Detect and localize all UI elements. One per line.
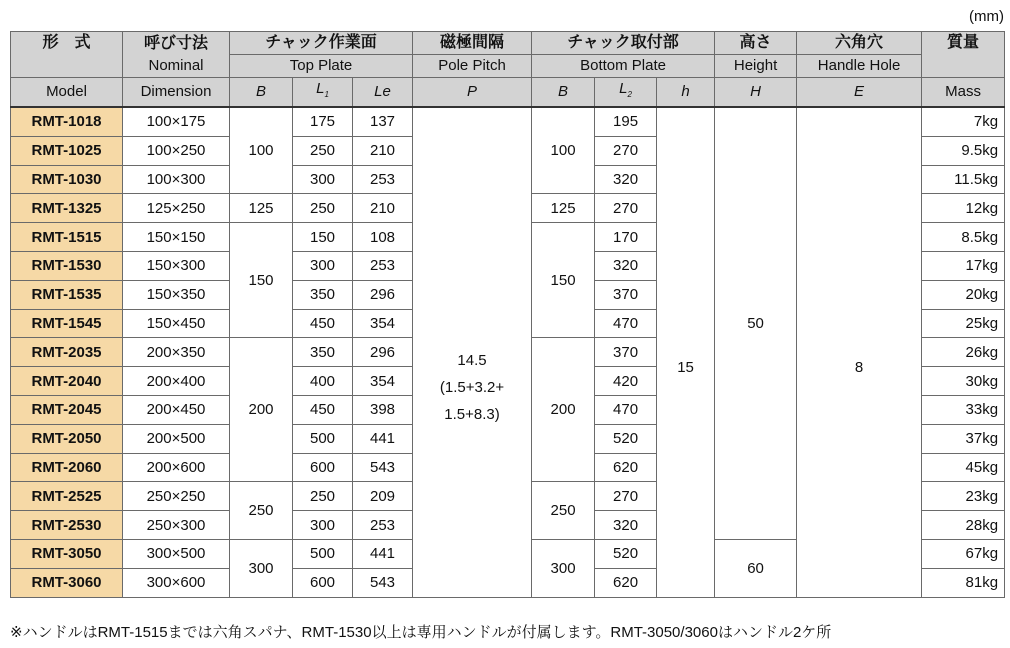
b2-cell: 250 [532, 482, 595, 540]
le-cell: 441 [353, 424, 413, 453]
mass-cell: 23kg [922, 482, 1005, 511]
l2-cell: 270 [595, 194, 657, 223]
hex-cell: 8 [797, 107, 922, 597]
le-cell: 354 [353, 309, 413, 338]
nominal-en2: Dimension [123, 78, 230, 108]
mass-cell: 28kg [922, 511, 1005, 540]
model-cell: RMT-1515 [11, 223, 123, 252]
l1-cell: 450 [293, 395, 353, 424]
le-cell: 137 [353, 107, 413, 136]
b-cell: 200 [230, 338, 293, 482]
model-header-jp: 形 式 [11, 32, 123, 78]
model-cell: RMT-1030 [11, 165, 123, 194]
sym-h: h [657, 78, 715, 108]
nominal-cell: 200×400 [123, 367, 230, 396]
l2-cell: 620 [595, 453, 657, 482]
nominal-cell: 100×300 [123, 165, 230, 194]
le-cell: 354 [353, 367, 413, 396]
le-cell: 441 [353, 539, 413, 568]
model-cell: RMT-1025 [11, 136, 123, 165]
l1-cell: 300 [293, 511, 353, 540]
le-cell: 296 [353, 280, 413, 309]
model-cell: RMT-2060 [11, 453, 123, 482]
l2-cell: 195 [595, 107, 657, 136]
mass-cell: 17kg [922, 251, 1005, 280]
nominal-cell: 150×450 [123, 309, 230, 338]
nominal-cell: 100×250 [123, 136, 230, 165]
mass-cell: 11.5kg [922, 165, 1005, 194]
l2-cell: 370 [595, 280, 657, 309]
nominal-cell: 200×500 [123, 424, 230, 453]
b2-cell: 125 [532, 194, 595, 223]
sym-L1: $L_1$ [293, 78, 353, 108]
mass-cell: 12kg [922, 194, 1005, 223]
mass-header-jp: 質量 [922, 32, 1005, 78]
model-cell: RMT-2035 [11, 338, 123, 367]
height-cell: 60 [715, 539, 797, 597]
model-cell: RMT-1018 [11, 107, 123, 136]
pole-en: Pole Pitch [413, 55, 532, 78]
unit-label: (mm) [969, 8, 1004, 25]
nominal-cell: 200×450 [123, 395, 230, 424]
model-cell: RMT-3050 [11, 539, 123, 568]
mass-cell: 45kg [922, 453, 1005, 482]
mass-cell: 25kg [922, 309, 1005, 338]
le-cell: 108 [353, 223, 413, 252]
nominal-cell: 250×300 [123, 511, 230, 540]
b2-cell: 200 [532, 338, 595, 482]
sym-B: B [230, 78, 293, 108]
model-cell: RMT-1325 [11, 194, 123, 223]
l1-cell: 300 [293, 165, 353, 194]
l1-cell: 150 [293, 223, 353, 252]
nominal-cell: 250×250 [123, 482, 230, 511]
model-cell: RMT-2045 [11, 395, 123, 424]
model-cell: RMT-1535 [11, 280, 123, 309]
sym-P: P [413, 78, 532, 108]
le-cell: 253 [353, 165, 413, 194]
sym-Le: Le [353, 78, 413, 108]
mass-cell: 81kg [922, 568, 1005, 597]
model-cell: RMT-2525 [11, 482, 123, 511]
le-cell: 543 [353, 453, 413, 482]
model-cell: RMT-1530 [11, 251, 123, 280]
l1-cell: 400 [293, 367, 353, 396]
le-cell: 543 [353, 568, 413, 597]
h-cell: 15 [657, 107, 715, 597]
table-row [11, 107, 1005, 136]
le-cell: 296 [353, 338, 413, 367]
b-cell: 250 [230, 482, 293, 540]
nominal-cell: 150×150 [123, 223, 230, 252]
sym-E: E [797, 78, 922, 108]
spec-table [10, 31, 1005, 598]
bottom-plate-en: Bottom Plate [532, 55, 715, 78]
l2-cell: 520 [595, 424, 657, 453]
mass-cell: 67kg [922, 539, 1005, 568]
le-cell: 253 [353, 251, 413, 280]
nominal-cell: 300×500 [123, 539, 230, 568]
le-cell: 398 [353, 395, 413, 424]
sym-L2: $L_2$ [595, 78, 657, 108]
b2-cell: 150 [532, 223, 595, 338]
nominal-cell: 200×600 [123, 453, 230, 482]
model-cell: RMT-2040 [11, 367, 123, 396]
l1-cell: 175 [293, 107, 353, 136]
nominal-cell: 300×600 [123, 568, 230, 597]
l1-cell: 250 [293, 482, 353, 511]
height-header: 高さ [715, 32, 797, 55]
l1-cell: 350 [293, 280, 353, 309]
l1-cell: 500 [293, 424, 353, 453]
hex-header: 六角穴 [797, 32, 922, 55]
mass-cell: 7kg [922, 107, 1005, 136]
hex-en: Handle Hole [797, 55, 922, 78]
l2-cell: 320 [595, 251, 657, 280]
l2-cell: 270 [595, 136, 657, 165]
l1-cell: 250 [293, 194, 353, 223]
mass-cell: 30kg [922, 367, 1005, 396]
nominal-cell: 100×175 [123, 107, 230, 136]
mass-cell: 33kg [922, 395, 1005, 424]
nominal-cell: 125×250 [123, 194, 230, 223]
l1-cell: 250 [293, 136, 353, 165]
nominal-cell: 150×300 [123, 251, 230, 280]
pole-pitch-cell: 14.5 (1.5+3.2+ 1.5+8.3) [413, 107, 532, 597]
l2-cell: 520 [595, 539, 657, 568]
b-cell: 150 [230, 223, 293, 338]
sym-H: H [715, 78, 797, 108]
top-plate-header: チャック作業面 [230, 32, 413, 55]
l2-cell: 370 [595, 338, 657, 367]
l2-cell: 270 [595, 482, 657, 511]
l2-cell: 420 [595, 367, 657, 396]
l2-cell: 620 [595, 568, 657, 597]
le-cell: 210 [353, 194, 413, 223]
l1-cell: 600 [293, 453, 353, 482]
l1-cell: 450 [293, 309, 353, 338]
l1-cell: 500 [293, 539, 353, 568]
l1-cell: 350 [293, 338, 353, 367]
l1-cell: 600 [293, 568, 353, 597]
model-cell: RMT-3060 [11, 568, 123, 597]
mass-cell: 37kg [922, 424, 1005, 453]
b-cell: 125 [230, 194, 293, 223]
mass-header-en: Mass [922, 78, 1005, 108]
height-en: Height [715, 55, 797, 78]
l2-cell: 470 [595, 395, 657, 424]
le-cell: 209 [353, 482, 413, 511]
sym-B2: B [532, 78, 595, 108]
model-cell: RMT-2050 [11, 424, 123, 453]
l2-cell: 470 [595, 309, 657, 338]
b2-cell: 300 [532, 539, 595, 597]
b-cell: 100 [230, 107, 293, 194]
b-cell: 300 [230, 539, 293, 597]
l2-cell: 320 [595, 165, 657, 194]
nominal-cell: 200×350 [123, 338, 230, 367]
le-cell: 253 [353, 511, 413, 540]
mass-cell: 20kg [922, 280, 1005, 309]
footnote: ※ハンドルはRMT-1515までは六角スパナ、RMT-1530以上は専用ハンドルが付属します。RMT-3050/3060はハンドル2ケ所 [10, 624, 832, 641]
l2-cell: 170 [595, 223, 657, 252]
nominal-cell: 150×350 [123, 280, 230, 309]
pole-header: 磁極間隔 [413, 32, 532, 55]
le-cell: 210 [353, 136, 413, 165]
l1-cell: 300 [293, 251, 353, 280]
model-header-en: Model [11, 78, 123, 108]
nominal-header: 呼び寸法 Nominal [123, 32, 230, 78]
top-plate-en: Top Plate [230, 55, 413, 78]
mass-cell: 8.5kg [922, 223, 1005, 252]
mass-cell: 9.5kg [922, 136, 1005, 165]
bottom-plate-header: チャック取付部 [532, 32, 715, 55]
mass-cell: 26kg [922, 338, 1005, 367]
height-cell: 50 [715, 107, 797, 539]
l2-cell: 320 [595, 511, 657, 540]
model-cell: RMT-1545 [11, 309, 123, 338]
b2-cell: 100 [532, 107, 595, 194]
model-cell: RMT-2530 [11, 511, 123, 540]
